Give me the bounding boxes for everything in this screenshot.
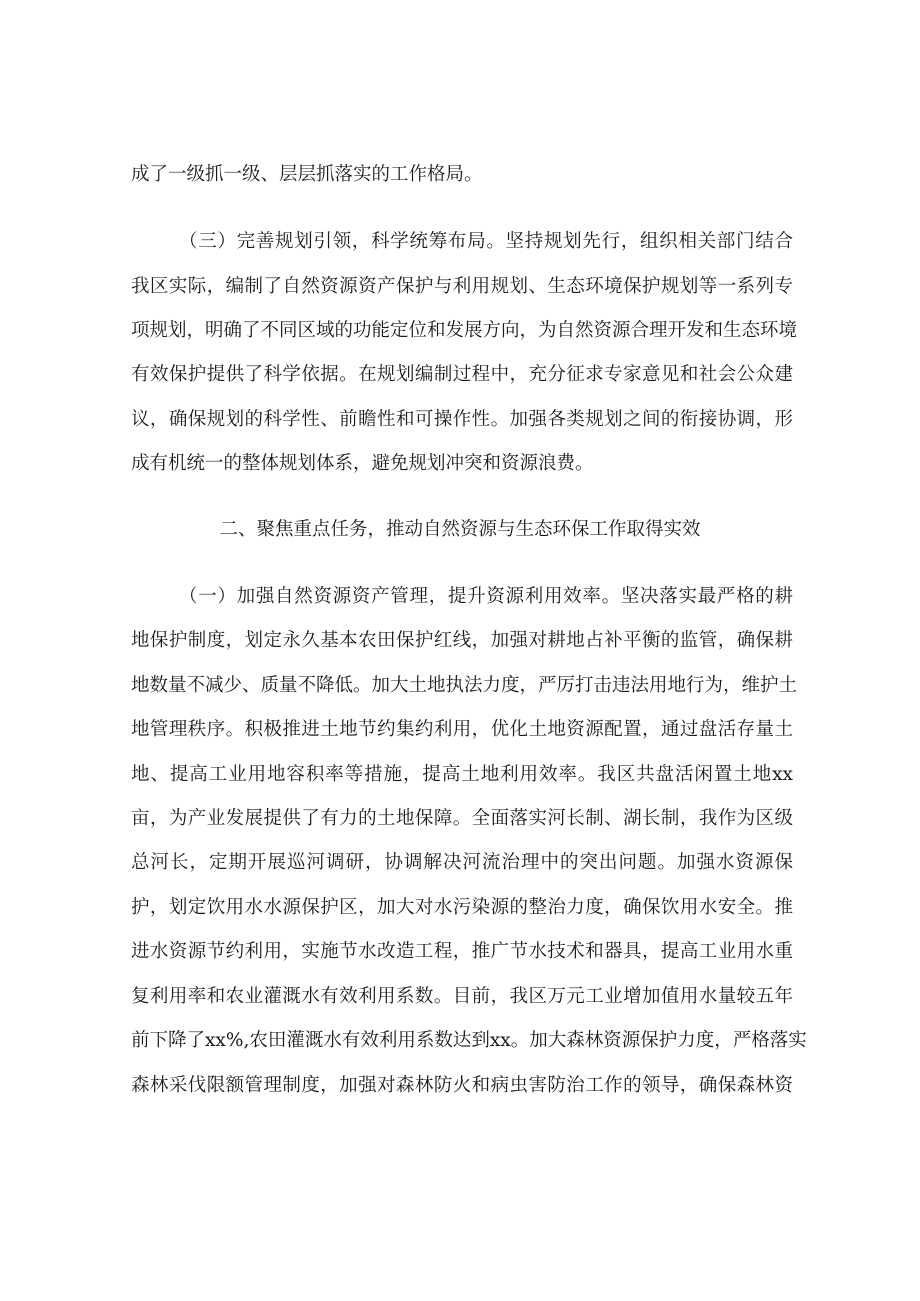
section-heading: 二、聚焦重点任务，推动自然资源与生态环保工作取得实效 [219, 519, 701, 540]
paragraph-line: 复利用率和农业灌溉水有效利用系数。目前，我区万元工业增加值用水量较五年 [131, 986, 793, 1007]
paragraph-line: 成有机统一的整体规划体系，避免规划冲突和资源浪费。 [131, 453, 594, 474]
paragraph-line: 进水资源节约利用，实施节水改造工程，推广节水技术和器具，提高工业用水重 [131, 941, 793, 962]
paragraph-line: 地数量不减少、质量不降低。加大土地执法力度，严厉打击违法用地行为，维护土 [131, 675, 798, 696]
paragraph-line: 议，确保规划的科学性、前瞻性和可操作性。加强各类规划之间的衔接协调，形 [131, 409, 793, 430]
paragraph-line: 地管理秩序。积极推进土地节约集约利用，优化土地资源配置，通过盘活存量土 [131, 719, 793, 740]
paragraph-line: 地、提高工业用地容积率等措施，提高土地利用效率。我区共盘活闲置土地xx [131, 764, 793, 785]
paragraph-line: 成了一级抓一级、层层抓落实的工作格局。 [131, 164, 483, 185]
paragraph-line: （三）完善规划引领，科学统筹布局。坚持规划先行，组织相关部门结合 [179, 231, 793, 252]
paragraph-line: 有效保护提供了科学依据。在规划编制过程中，充分征求专家意见和社会公众建 [131, 364, 793, 385]
paragraph-line: 地保护制度，划定永久基本农田保护红线，加强对耕地占补平衡的监管，确保耕 [131, 630, 793, 651]
paragraph-line: 总河长，定期开展巡河调研，协调解决河流治理中的突出问题。加强水资源保 [131, 852, 793, 873]
paragraph-line: 前下降了xx%,农田灌溉水有效利用系数达到xx。加大森林资源保护力度，严格落实 [131, 1030, 807, 1051]
paragraph-line: 我区实际，编制了自然资源资产保护与利用规划、生态环境保护规划等一系列专 [131, 276, 793, 297]
paragraph-line: 亩，为产业发展提供了有力的土地保障。全面落实河长制、湖长制，我作为区级 [131, 808, 793, 829]
paragraph-line: 护，划定饮用水水源保护区，加大对水污染源的整治力度，确保饮用水安全。推 [131, 897, 793, 918]
paragraph-line: （一）加强自然资源资产管理，提升资源利用效率。坚决落实最严格的耕 [179, 586, 793, 607]
paragraph-line: 森林采伐限额管理制度，加强对森林防火和病虫害防治工作的领导，确保森林资 [131, 1075, 793, 1096]
paragraph-line: 项规划，明确了不同区域的功能定位和发展方向，为自然资源合理开发和生态环境 [131, 320, 798, 341]
